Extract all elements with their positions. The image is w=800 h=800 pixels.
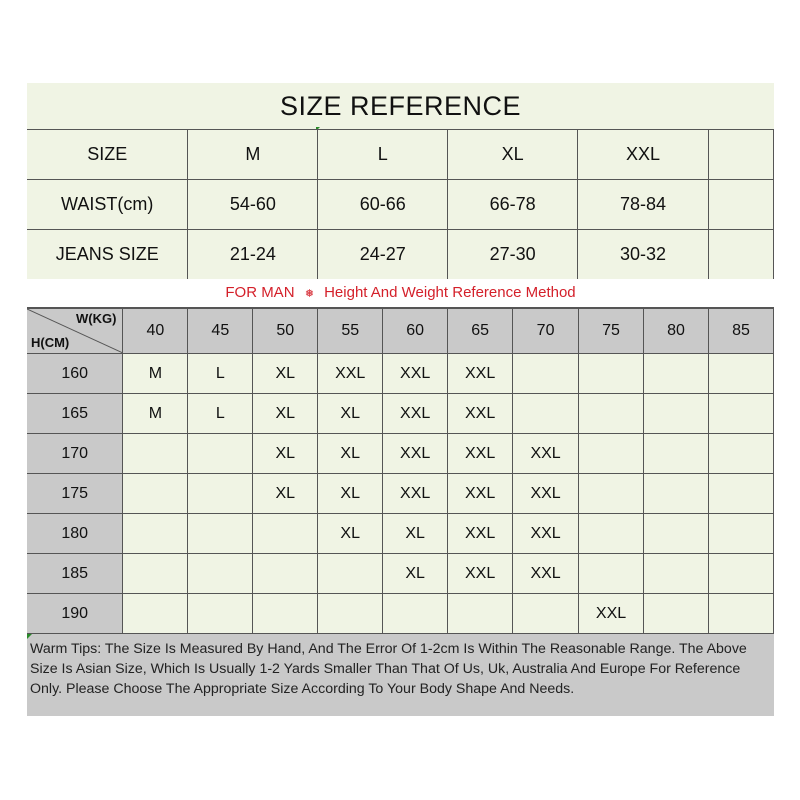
size-row-label: JEANS SIZE xyxy=(27,230,188,280)
subtitle-method: Height And Weight Reference Method xyxy=(324,284,576,301)
size-recommendation-cell: L xyxy=(188,354,253,394)
size-recommendation-cell xyxy=(644,434,709,474)
height-header: 190 xyxy=(27,594,123,634)
size-recommendation-cell: XL xyxy=(318,434,383,474)
size-recommendation-cell: XXL xyxy=(318,354,383,394)
size-recommendation-cell xyxy=(513,594,579,634)
size-row xyxy=(27,230,774,280)
weight-header: 50 xyxy=(253,309,318,354)
size-cell: 78-84 xyxy=(578,180,709,230)
height-weight-table xyxy=(27,308,774,634)
size-recommendation-cell: XXL xyxy=(448,474,513,514)
size-chart xyxy=(27,83,774,716)
height-row xyxy=(27,554,774,594)
size-recommendation-cell xyxy=(123,474,188,514)
snowflake-icon: ❅ xyxy=(304,288,314,300)
warm-tips xyxy=(27,634,774,716)
size-cell xyxy=(709,130,774,180)
size-recommendation-cell: M xyxy=(123,394,188,434)
weight-header-row xyxy=(27,309,774,354)
size-recommendation-cell xyxy=(318,554,383,594)
size-recommendation-cell xyxy=(448,594,513,634)
size-cell: 21-24 xyxy=(188,230,318,280)
size-recommendation-cell xyxy=(513,354,579,394)
size-row-label: WAIST(cm) xyxy=(27,180,188,230)
size-recommendation-cell: XXL xyxy=(579,594,644,634)
height-header: 160 xyxy=(27,354,123,394)
size-recommendation-cell: XXL xyxy=(513,554,579,594)
weight-header: 40 xyxy=(123,309,188,354)
size-cell: L xyxy=(318,130,448,180)
size-row xyxy=(27,130,774,180)
size-recommendation-cell: XXL xyxy=(448,394,513,434)
size-cell: XXL xyxy=(578,130,709,180)
size-table xyxy=(27,129,774,280)
size-cell: M xyxy=(188,130,318,180)
height-row xyxy=(27,434,774,474)
size-recommendation-cell: XL xyxy=(318,514,383,554)
height-header: 165 xyxy=(27,394,123,434)
weight-header: 45 xyxy=(188,309,253,354)
size-recommendation-cell xyxy=(123,434,188,474)
size-row-label: SIZE xyxy=(27,130,188,180)
weight-header: 80 xyxy=(644,309,709,354)
size-recommendation-cell: XL xyxy=(253,474,318,514)
weight-header: 65 xyxy=(448,309,513,354)
size-recommendation-cell xyxy=(644,514,709,554)
size-recommendation-cell xyxy=(644,474,709,514)
weight-header: 55 xyxy=(318,309,383,354)
size-recommendation-cell xyxy=(579,554,644,594)
size-cell xyxy=(709,230,774,280)
size-recommendation-cell: XL xyxy=(253,394,318,434)
size-recommendation-cell xyxy=(123,514,188,554)
size-cell: 60-66 xyxy=(318,180,448,230)
size-recommendation-cell: XXL xyxy=(513,434,579,474)
size-cell xyxy=(709,180,774,230)
size-recommendation-cell xyxy=(318,594,383,634)
height-axis-label: H(CM) xyxy=(31,335,70,350)
height-header: 180 xyxy=(27,514,123,554)
height-header: 185 xyxy=(27,554,123,594)
size-recommendation-cell xyxy=(644,594,709,634)
size-recommendation-cell xyxy=(579,474,644,514)
size-recommendation-cell xyxy=(644,394,709,434)
height-row xyxy=(27,514,774,554)
size-recommendation-cell xyxy=(708,554,773,594)
height-header: 175 xyxy=(27,474,123,514)
size-recommendation-cell xyxy=(123,554,188,594)
size-recommendation-cell xyxy=(708,394,773,434)
size-recommendation-cell: XXL xyxy=(383,394,448,434)
size-recommendation-cell xyxy=(579,434,644,474)
subtitle-gender: FOR MAN xyxy=(225,284,295,301)
height-row xyxy=(27,394,774,434)
size-recommendation-cell xyxy=(188,434,253,474)
size-recommendation-cell xyxy=(708,354,773,394)
size-recommendation-cell: XL xyxy=(253,354,318,394)
size-recommendation-cell: XXL xyxy=(448,434,513,474)
height-row xyxy=(27,354,774,394)
size-recommendation-cell xyxy=(579,354,644,394)
size-cell: XL xyxy=(448,130,578,180)
size-recommendation-cell xyxy=(123,594,188,634)
size-recommendation-cell: XXL xyxy=(448,514,513,554)
size-recommendation-cell xyxy=(579,514,644,554)
size-recommendation-cell: XL xyxy=(253,434,318,474)
size-recommendation-cell: XL xyxy=(383,514,448,554)
size-recommendation-cell xyxy=(579,394,644,434)
size-recommendation-cell: L xyxy=(188,394,253,434)
chart-title: SIZE REFERENCE xyxy=(27,83,774,130)
size-recommendation-cell xyxy=(253,554,318,594)
weight-header: 75 xyxy=(579,309,644,354)
height-header: 170 xyxy=(27,434,123,474)
height-row xyxy=(27,594,774,634)
weight-header: 85 xyxy=(708,309,773,354)
size-recommendation-cell xyxy=(253,514,318,554)
weight-header: 70 xyxy=(513,309,579,354)
size-recommendation-cell: XXL xyxy=(448,354,513,394)
size-cell: 27-30 xyxy=(448,230,578,280)
size-recommendation-cell: XXL xyxy=(383,354,448,394)
size-recommendation-cell xyxy=(708,514,773,554)
size-recommendation-cell xyxy=(644,354,709,394)
size-recommendation-cell xyxy=(708,594,773,634)
height-row xyxy=(27,474,774,514)
size-recommendation-cell: XL xyxy=(318,394,383,434)
size-cell: 54-60 xyxy=(188,180,318,230)
size-recommendation-cell xyxy=(188,594,253,634)
cell-marker xyxy=(27,634,32,639)
size-recommendation-cell xyxy=(513,394,579,434)
size-recommendation-cell: XXL xyxy=(383,474,448,514)
size-row xyxy=(27,180,774,230)
size-recommendation-cell: XXL xyxy=(448,554,513,594)
size-cell: 66-78 xyxy=(448,180,578,230)
size-recommendation-cell xyxy=(383,594,448,634)
size-recommendation-cell xyxy=(708,434,773,474)
size-recommendation-cell: XL xyxy=(383,554,448,594)
size-cell: 24-27 xyxy=(318,230,448,280)
size-recommendation-cell: XXL xyxy=(513,514,579,554)
size-recommendation-cell xyxy=(188,474,253,514)
size-recommendation-cell xyxy=(188,554,253,594)
size-recommendation-cell xyxy=(188,514,253,554)
weight-axis-label: W(KG) xyxy=(75,311,117,326)
size-recommendation-cell: M xyxy=(123,354,188,394)
size-recommendation-cell: XXL xyxy=(513,474,579,514)
size-recommendation-cell: XL xyxy=(318,474,383,514)
size-recommendation-cell xyxy=(253,594,318,634)
method-subtitle xyxy=(27,279,774,308)
size-recommendation-cell xyxy=(644,554,709,594)
weight-header: 60 xyxy=(383,309,448,354)
size-recommendation-cell xyxy=(708,474,773,514)
warm-tips-text: Warm Tips: The Size Is Measured By Hand, And The Error Of 1-2cm Is Within The Reasonable Range. The Above Size Is Asian Size, Which Is Usually 1-2 Yards Smaller Than That Of Us, Uk, Australia And Europe For Reference Only. Please Choose The Appropriate Size According To Your Body Shape And Needs. xyxy=(30,641,747,697)
size-recommendation-cell: XXL xyxy=(383,434,448,474)
corner-header xyxy=(27,309,123,354)
size-cell: 30-32 xyxy=(578,230,709,280)
